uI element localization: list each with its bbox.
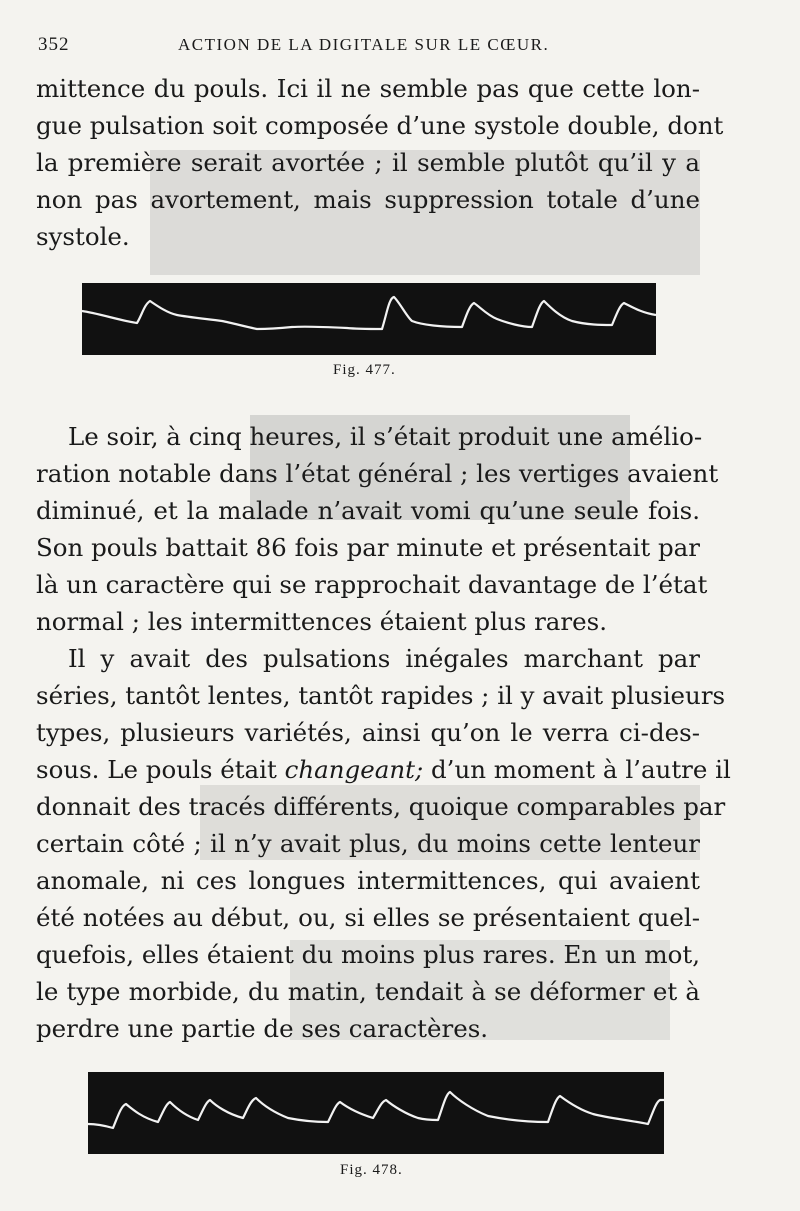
- page-header: [38, 34, 758, 60]
- text-line: diminué, et la malade n’avait vomi qu’une seule fois.: [36, 496, 700, 525]
- text-line: Son pouls battait 86 fois par minute et présentait par: [36, 533, 700, 562]
- text-line: certain côté ; il n’y avait plus, du moins cette lenteur: [36, 829, 700, 858]
- text-fragment: sous. Le pouls était: [36, 755, 285, 784]
- figure-caption: Fig. 477.: [333, 362, 396, 378]
- paragraph-pulsations: [36, 640, 731, 1047]
- text-line: ration notable dans l’état général ; les vertiges avaient: [36, 459, 719, 488]
- pulse-tracing-478: [88, 1072, 664, 1154]
- text-line: systole.: [36, 222, 130, 251]
- page-number: 352: [38, 34, 70, 55]
- text-line: Le soir, à cinq heures, il s’était produit une amélio-: [68, 422, 703, 451]
- text-line: Il y avait des pulsations inégales marchant par: [68, 644, 700, 673]
- paragraph-continued: [36, 70, 724, 255]
- text-fragment: d’un moment à l’autre il: [423, 755, 731, 784]
- figure-caption: Fig. 478.: [340, 1162, 403, 1178]
- pulse-tracing-figure-477: [82, 283, 656, 355]
- text-line: mittence du pouls. Ici il ne semble pas que cette lon-: [36, 74, 700, 103]
- text-line: là un caractère qui se rapprochait davantage de l’état: [36, 570, 708, 599]
- text-line: gue pulsation soit composée d’une systole double, dont: [36, 111, 724, 140]
- text-line: [36, 751, 731, 788]
- running-title: ACTION DE LA DIGITALE SUR LE CŒUR.: [178, 35, 550, 54]
- pulse-tracing-figure-478: [88, 1072, 664, 1154]
- text-line: donnait des tracés différents, quoique comparables par: [36, 792, 726, 821]
- text-line: normal ; les intermittences étaient plus rares.: [36, 607, 607, 636]
- pulse-tracing-477: [82, 283, 656, 355]
- text-line: quefois, elles étaient du moins plus rares. En un mot,: [36, 940, 700, 969]
- text-line: types, plusieurs variétés, ainsi qu’on le verra ci-des-: [36, 718, 700, 747]
- text-line: perdre une partie de ses caractères.: [36, 1014, 489, 1043]
- text-line: le type morbide, du matin, tendait à se déformer et à: [36, 977, 700, 1006]
- text-line: été notées au début, ou, si elles se présentaient quel-: [36, 903, 700, 932]
- paragraph-evening: [36, 418, 719, 640]
- text-line: la première serait avortée ; il semble plutôt qu’il y a: [36, 148, 700, 177]
- text-line: anomale, ni ces longues intermittences, qui avaient: [36, 866, 700, 895]
- emphasis-changeant: changeant;: [284, 755, 424, 784]
- text-line: non pas avortement, mais suppression totale d’une: [36, 185, 700, 214]
- text-line: séries, tantôt lentes, tantôt rapides ; il y avait plusieurs: [36, 681, 726, 710]
